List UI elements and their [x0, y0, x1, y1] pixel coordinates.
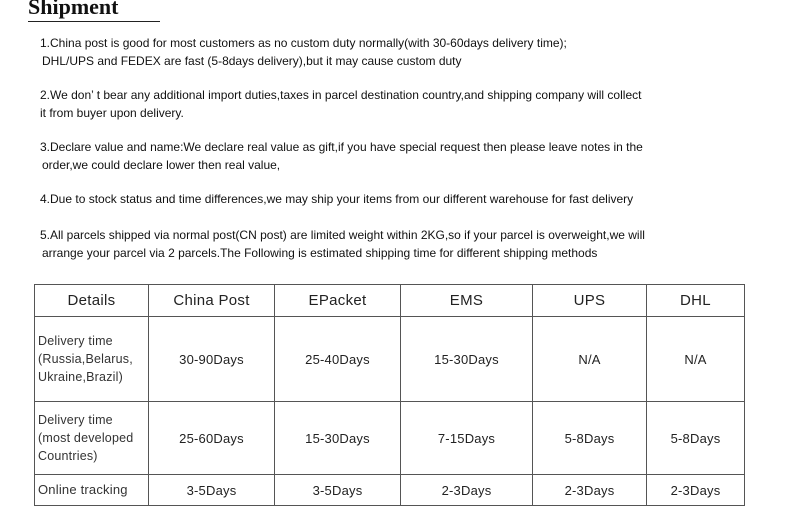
page-heading: Shipment: [28, 0, 119, 19]
row-label-line: Countries): [38, 449, 98, 463]
cell-ups: 2-3Days: [533, 475, 647, 506]
cell-ups: 5-8Days: [533, 402, 647, 475]
row-label-line: (most developed: [38, 431, 134, 445]
cell-epacket: 25-40Days: [275, 317, 401, 402]
cell-ups: N/A: [533, 317, 647, 402]
cell-china-post: 30-90Days: [149, 317, 275, 402]
note-1-line-2: DHL/UPS and FEDEX are fast (5-8days delivery),but it may cause custom duty: [42, 54, 462, 68]
heading-underline: [28, 21, 160, 22]
note-2-line-2: it from buyer upon delivery.: [40, 106, 184, 120]
header-details: Details: [35, 285, 149, 317]
cell-china-post: 25-60Days: [149, 402, 275, 475]
cell-china-post: 3-5Days: [149, 475, 275, 506]
row-label-developed: [35, 402, 149, 475]
shipping-time-table: [34, 284, 745, 506]
row-label-russia: [35, 317, 149, 402]
row-label-line: (Russia,Belarus,: [38, 352, 133, 366]
note-2: [40, 86, 770, 122]
note-4: [40, 190, 770, 208]
row-label-line: Delivery time: [38, 413, 113, 427]
header-dhl: DHL: [647, 285, 745, 317]
table-header-row: [35, 285, 745, 317]
row-label-line: Online tracking: [38, 482, 128, 497]
note-1: [40, 34, 770, 70]
note-5: [40, 226, 770, 262]
cell-ems: 2-3Days: [401, 475, 533, 506]
header-ups: UPS: [533, 285, 647, 317]
cell-dhl: 2-3Days: [647, 475, 745, 506]
note-3-line-2: order,we could declare lower then real value,: [42, 158, 281, 172]
row-label-line: Ukraine,Brazil): [38, 370, 123, 384]
note-1-line-1: 1.China post is good for most customers as no custom duty normally(with 30-60days delivery time);: [40, 36, 567, 50]
cell-ems: 15-30Days: [401, 317, 533, 402]
note-4-line-1: 4.Due to stock status and time differences,we may ship your items from our different warehouse for fast delivery: [40, 192, 634, 206]
table-row: [35, 402, 745, 475]
cell-dhl: 5-8Days: [647, 402, 745, 475]
note-2-line-1: 2.We don’ t bear any additional import duties,taxes in parcel destination country,and shipping company will collect: [40, 88, 642, 102]
table-row: [35, 317, 745, 402]
table-row: [35, 475, 745, 506]
row-label-tracking: [35, 475, 149, 506]
cell-ems: 7-15Days: [401, 402, 533, 475]
row-label-line: Delivery time: [38, 334, 113, 348]
note-5-line-2: arrange your parcel via 2 parcels.The Following is estimated shipping time for different shipping methods: [42, 246, 598, 260]
cell-epacket: 3-5Days: [275, 475, 401, 506]
note-3: [40, 138, 770, 174]
header-ems: EMS: [401, 285, 533, 317]
note-5-line-1: 5.All parcels shipped via normal post(CN post) are limited weight within 2KG,so if your parcel is overweight,we will: [40, 228, 645, 242]
cell-dhl: N/A: [647, 317, 745, 402]
header-china-post: China Post: [149, 285, 275, 317]
cell-epacket: 15-30Days: [275, 402, 401, 475]
header-epacket: EPacket: [275, 285, 401, 317]
note-3-line-1: 3.Declare value and name:We declare real value as gift,if you have special request then please leave notes in the: [40, 140, 643, 154]
